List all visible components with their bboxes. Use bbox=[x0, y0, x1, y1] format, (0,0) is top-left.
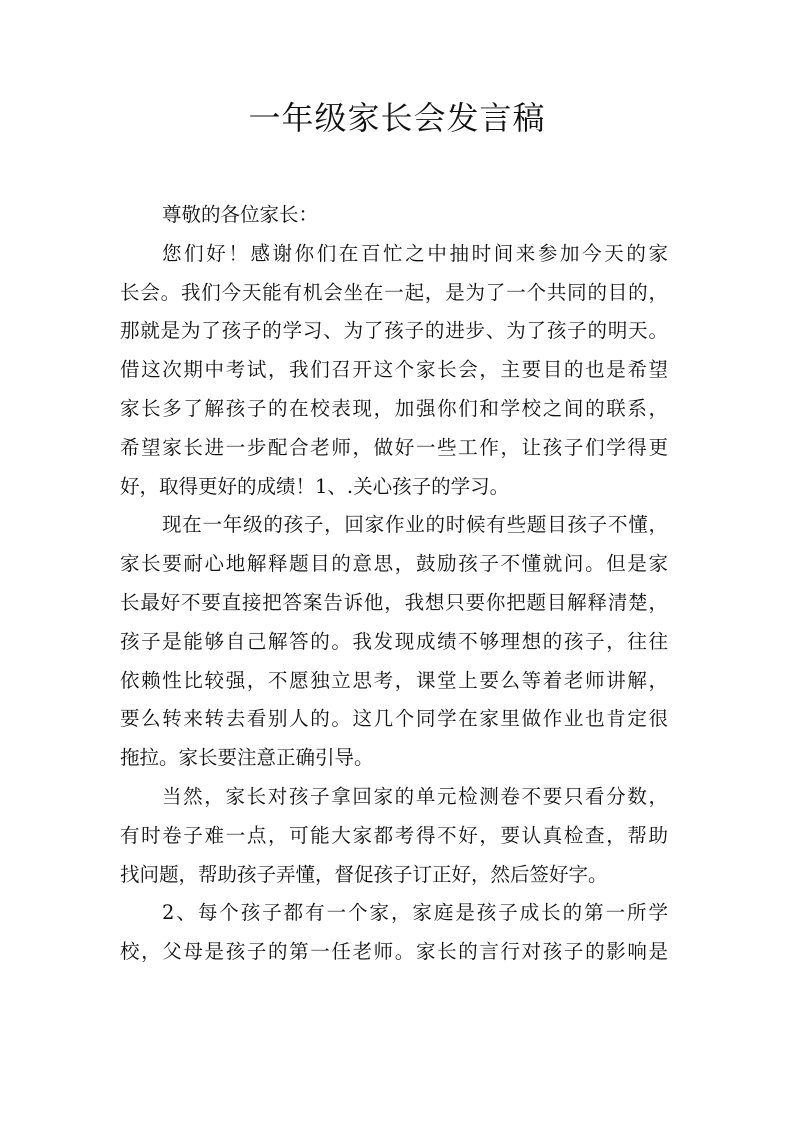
text-line: 拖拉。家长要注意正确引导。 bbox=[120, 746, 374, 770]
text-line: 长最好不要直接把答案告诉他，我想只要你把题目解释清楚， bbox=[120, 590, 668, 614]
text-line: 现在一年级的孩子，回家作业的时候有些题目孩子不懂， bbox=[162, 513, 668, 537]
text-line: 校，父母是孩子的第一任老师。家长的言行对孩子的影响是 bbox=[120, 940, 668, 964]
text-line: 有时卷子难一点，可能大家都考得不好，要认真检查，帮助 bbox=[120, 823, 668, 847]
document-title: 一年级家长会发言稿 bbox=[248, 99, 546, 137]
text-line: 2、每个孩子都有一个家，家庭是孩子成长的第一所学 bbox=[162, 901, 668, 925]
text-line: 那就是为了孩子的学习、为了孩子的进步、为了孩子的明天。 bbox=[120, 319, 668, 343]
text-line: 孩子是能够自己解答的。我发现成绩不够理想的孩子，往往 bbox=[120, 629, 668, 653]
text-line: 找问题，帮助孩子弄懂，督促孩子订正好，然后签好字。 bbox=[120, 862, 608, 886]
text-line: 好，取得更好的成绩！1、.关心孩子的学习。 bbox=[120, 474, 510, 498]
text-line: 长会。我们今天能有机会坐在一起，是为了一个共同的目的， bbox=[120, 280, 668, 304]
text-line: 家长要耐心地解释题目的意思，鼓励孩子不懂就问。但是家 bbox=[120, 552, 668, 576]
text-line: 您们好！感谢你们在百忙之中抽时间来参加今天的家 bbox=[162, 241, 668, 265]
text-line: 希望家长进一步配合老师，做好一些工作，让孩子们学得更 bbox=[120, 435, 668, 459]
document-body bbox=[120, 196, 686, 972]
text-line: 当然，家长对孩子拿回家的单元检测卷不要只看分数， bbox=[162, 784, 668, 808]
salutation-line: 尊敬的各位家长： bbox=[162, 203, 319, 226]
text-line: 依赖性比较强，不愿独立思考，课堂上要么等着老师讲解， bbox=[120, 668, 668, 692]
text-line: 要么转来转去看别人的。这几个同学在家里做作业也肯定很 bbox=[120, 707, 668, 731]
text-line: 借这次期中考试，我们召开这个家长会，主要目的也是希望 bbox=[120, 358, 668, 382]
text-line: 家长多了解孩子的在校表现，加强你们和学校之间的联系， bbox=[120, 396, 668, 420]
